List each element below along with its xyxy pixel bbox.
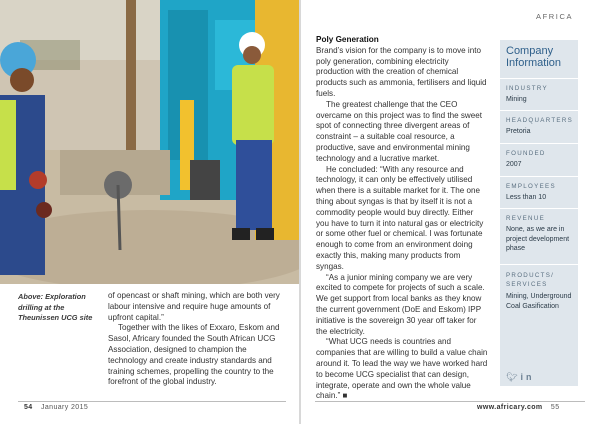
sidebar-item-label: FOUNDED <box>506 150 546 157</box>
sidebar-item-headquarters <box>500 110 578 137</box>
drilling-site-illustration <box>0 0 299 284</box>
sidebar-item-label: INDUSTRY <box>506 85 548 92</box>
left-page <box>0 0 299 424</box>
article-paragraph: The greatest challenge that the CEO overcame on this project was to find the sweet spot of connecting three divergent areas of constraint – a suitable coal resource, a productive, save and environmental mining technology and a lucrative market. <box>316 99 483 163</box>
main-article-column <box>316 35 488 402</box>
social-links <box>506 372 534 383</box>
sidebar-item-founded <box>500 143 578 170</box>
sidebar-item-value: None, as we are in project development phase <box>506 226 570 252</box>
left-article-column <box>108 291 284 388</box>
article-paragraph: Brand’s vision for the company is to move into poly generation, combining electricity production with the creation of chemical products such as ammonia, fertilisers and liquid fuels. <box>316 45 487 98</box>
sidebar-item-employees <box>500 176 578 203</box>
sidebar-item-products-services <box>500 264 578 311</box>
sidebar-item-label: HEADQUARTERS <box>506 117 574 124</box>
issue-date: January 2015 <box>40 404 89 411</box>
article-paragraph: “As a junior mining company we are very excited to compete for projects of such a scale. We get support from local banks as they know the current government (DoE and Eskom) IPP initiative is the sovereign 30 year off taker for the electricity. <box>316 272 485 336</box>
left-footer <box>24 404 88 411</box>
sidebar-item-value: 2007 <box>506 161 522 168</box>
article-paragraph-text: “What UCG needs is countries and companies that are willing to build a value chain around it. To lead the way we have worked hard to become UCG specialist that can design, integrate, operate and own the whole value chain.” <box>316 337 488 401</box>
article-paragraph: of opencast or shaft mining, which are both very labour intensive and require huge amounts of upfront capital.” <box>108 291 280 322</box>
right-footer <box>477 404 560 411</box>
section-label: AFRICA <box>536 12 574 21</box>
page-number: 55 <box>550 404 560 411</box>
sidebar-item-value: Mining <box>506 96 527 103</box>
footer-rule <box>315 401 585 402</box>
article-paragraph: Together with the likes of Exxaro, Eskom and Sasol, Africary founded the South African UCG Association, designed to champion the technology and create industry standards and training schemes, propelling the country to the forefront of the global industry. <box>108 323 280 387</box>
sidebar-item-label: PRODUCTS/ SERVICES <box>506 272 555 288</box>
sidebar-item-industry <box>500 78 578 105</box>
sidebar-item-value: Less than 10 <box>506 194 547 201</box>
article-paragraph <box>316 337 488 402</box>
sidebar-item-value: Pretoria <box>506 128 531 135</box>
sidebar-item-revenue <box>500 208 578 254</box>
article-heading: Poly Generation <box>316 35 379 44</box>
photo-caption: Above: Exploration drilling at the Theunissen UCG site <box>18 292 93 323</box>
sidebar-item-label: EMPLOYEES <box>506 183 556 190</box>
end-mark: ■ <box>342 391 348 401</box>
website-url[interactable]: www.africary.com <box>477 404 543 411</box>
exploration-drilling-photo <box>0 0 299 284</box>
page-number: 54 <box>24 404 33 411</box>
sidebar-item-label: REVENUE <box>506 215 546 222</box>
sidebar-item-value: Mining, Underground Coal Gasification <box>506 293 572 310</box>
company-info-sidebar <box>500 40 578 386</box>
footer-rule <box>18 401 286 402</box>
linkedin-icon[interactable]: in <box>520 372 535 382</box>
article-paragraph: He concluded: “With any resource and technology, it can only be effectively utilised when there is a suitable market for it. The one thing about syngas is that by itself it is not a commodity people would buy directly. Either you have to turn it into natural gas or electricity or some other fuel or chemical. I was fortunate enough to come from an environment doing exactly this, making many products from syngas. <box>316 164 484 271</box>
sidebar-title: Company Information <box>506 45 562 69</box>
right-page <box>301 0 600 424</box>
twitter-icon[interactable]: 🐦︎ <box>506 372 521 382</box>
